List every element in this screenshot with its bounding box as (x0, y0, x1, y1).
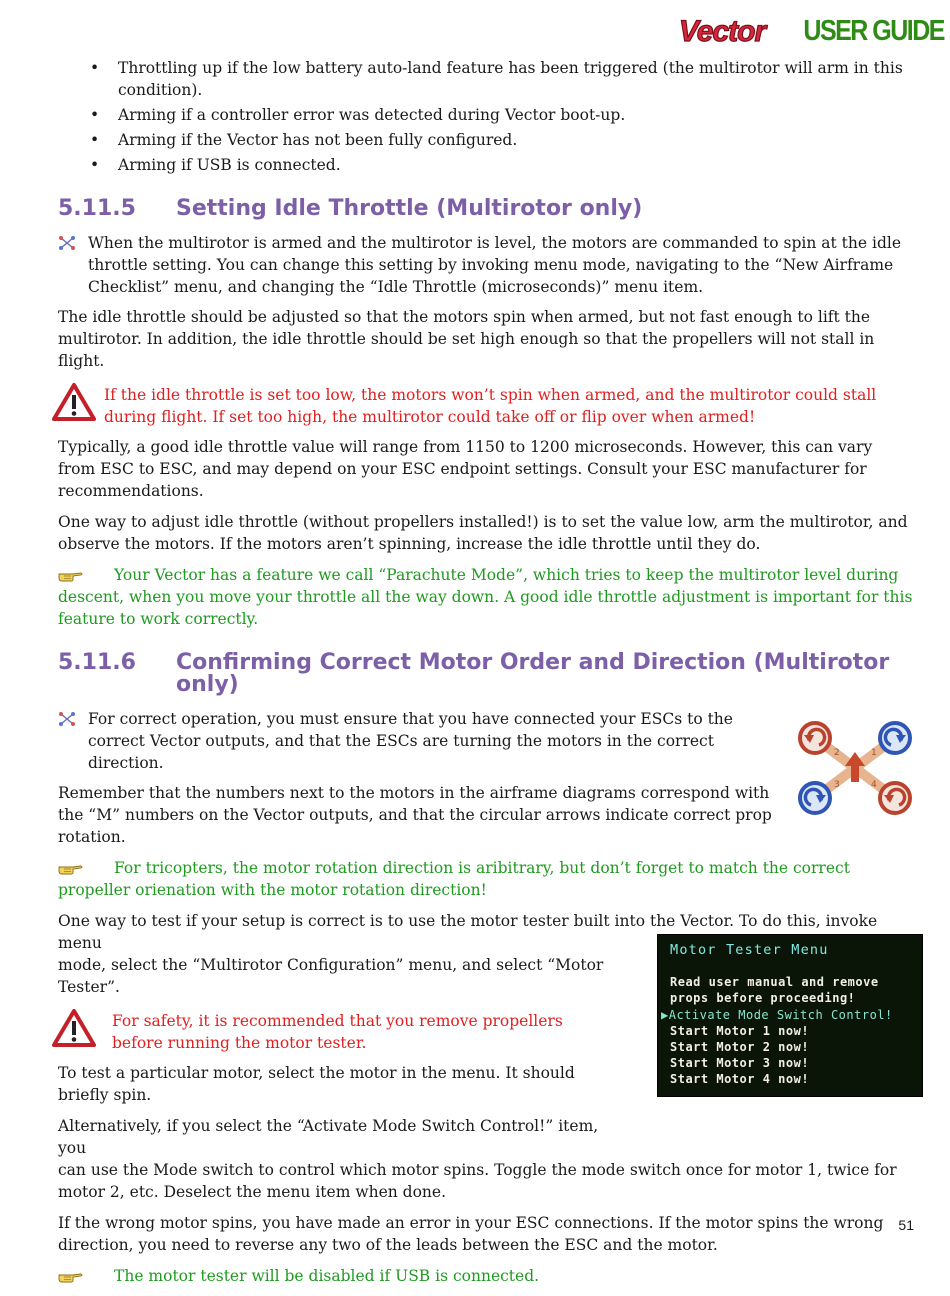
quad-x-icon (58, 712, 76, 726)
paragraph: To test a particular motor, select the motor in the menu. It should briefly spin. (58, 1064, 575, 1104)
paragraph: Typically, a good idle throttle value will range from 1150 to 1200 microseconds. However, this can vary from ESC to ESC, and may depend on your ESC endpoint settings. Consult your ESC manufacturer for recommendations. (58, 438, 873, 500)
section-title: Confirming Correct Motor Order and Direction (Multirotor only) (176, 650, 890, 697)
page-number: 51 (898, 1217, 914, 1233)
tip-block (58, 564, 913, 630)
bullet-list (58, 57, 913, 176)
paragraph: mode, select the “Multirotor Configuration” menu, and select “Motor Tester”. (58, 956, 604, 996)
warning-block (58, 384, 913, 428)
motor-tester-screen (657, 934, 923, 1097)
section-heading-5-11-6 (58, 652, 913, 696)
note-block (58, 708, 787, 774)
note-text: For correct operation, you must ensure that you have connected your ESCs to the correct Vector outputs, and that the ESCs are turning the motors in the correct direction. (88, 710, 733, 772)
logo-text: Vector (679, 15, 766, 48)
quad-x-icon (58, 236, 76, 250)
pointing-hand-icon (58, 863, 84, 875)
screen-motor-item: Start Motor 4 now! (670, 1072, 810, 1087)
header-title: USER GUIDE (803, 14, 944, 48)
note-text: When the multirotor is armed and the multirotor is level, the motors are commanded to spin at the idle throttle setting. You can change this setting by invoking menu mode, navigating to the “New Airframe Checklist” menu, and changing the “Idle Throttle (microseconds)” menu item. (88, 234, 902, 296)
quadcopter-diagram (797, 718, 913, 824)
warning-block (58, 1010, 618, 1054)
motor-order-row (58, 708, 913, 857)
tip-text: The motor tester will be disabled if USB is connected. (114, 1267, 540, 1285)
note-block (58, 232, 913, 298)
list-item: • Throttling up if the low battery auto-land feature has been triggered (the multirotor will arm in this condition). (118, 57, 913, 101)
list-item: • Arming if USB is connected. (118, 154, 913, 176)
screen-selected-item: ▶Activate Mode Switch Control! (661, 1007, 893, 1022)
tip-text: Your Vector has a feature we call “Parachute Mode”, which tries to keep the multirotor level during descent, when you move your throttle all the way down. A good idle throttle adjustment is important for this feature to work correctly. (58, 566, 913, 628)
section-number: 5.11.5 (58, 196, 136, 221)
motor-label: 1 (871, 748, 877, 758)
pointing-hand-icon (58, 1271, 84, 1283)
motor-label: 4 (871, 780, 877, 790)
screen-line: props before proceeding! (670, 991, 856, 1006)
paragraph: Alternatively, if you select the “Activate Mode Switch Control!” item, you (58, 1117, 599, 1157)
motor-cw-icon (880, 723, 910, 753)
paragraph: One way to test if your setup is correct is to use the motor tester built into the Vector. To do this, invoke menu (58, 912, 878, 952)
screen-motor-item: Start Motor 3 now! (670, 1056, 810, 1071)
screen-line: Read user manual and remove (670, 975, 879, 990)
warning-text: For safety, it is recommended that you remove propellers before running the motor tester. (112, 1012, 563, 1052)
pointing-hand-icon (58, 570, 84, 582)
warning-triangle-icon (52, 382, 96, 422)
motor-tester-section (58, 910, 913, 1203)
vector-logo-icon (661, 14, 783, 48)
section-title: Setting Idle Throttle (Multirotor only) (176, 196, 643, 221)
paragraph: can use the Mode switch to control which motor spins. Toggle the mode switch once for motor 1, twice for motor 2, etc. Deselect the menu item when done. (58, 1161, 897, 1201)
motor-label: 2 (834, 748, 840, 758)
screen-title: Motor Tester Menu (670, 942, 829, 958)
paragraph: If the wrong motor spins, you have made an error in your ESC connections. If the motor spins the wrong direction, you need to reverse any two of the leads between the ESC and the motor. (58, 1214, 884, 1254)
list-item: • Arming if a controller error was detected during Vector boot-up. (118, 104, 913, 126)
page-content (58, 57, 913, 1296)
motor-ccw-icon (800, 723, 830, 753)
quadcopter-icon (797, 718, 913, 818)
tip-block (58, 857, 913, 901)
paragraph: The idle throttle should be adjusted so that the motors spin when armed, but not fast enough to lift the multirotor. In addition, the idle throttle should be set high enough so that the propellers will not stall in flight. (58, 308, 875, 370)
motor-label: 3 (834, 780, 840, 790)
motor-order-text (58, 708, 787, 857)
warning-triangle-icon (52, 1008, 96, 1048)
list-item: • Arming if the Vector has not been fully configured. (118, 129, 913, 151)
warning-text: If the idle throttle is set too low, the motors won’t spin when armed, and the multirotor could stall during flight. If set too high, the multirotor could take off or flip over when armed! (104, 386, 877, 426)
tip-block (58, 1265, 913, 1287)
screen-motor-item: Start Motor 1 now! (670, 1023, 810, 1038)
tip-text: For tricopters, the motor rotation direction is aribitrary, but don’t forget to match the correct propeller orienation with the motor rotation direction! (58, 859, 850, 899)
screen-motor-item: Start Motor 2 now! (670, 1040, 810, 1055)
paragraph: Remember that the numbers next to the motors in the airframe diagrams correspond with the “M” numbers on the Vector outputs, and that the circular arrows indicate correct prop rotation. (58, 784, 772, 846)
page-header (661, 14, 944, 48)
motor-cw-icon (800, 783, 830, 813)
motor-ccw-icon (880, 783, 910, 813)
paragraph: One way to adjust idle throttle (without propellers installed!) is to set the value low, arm the multirotor, and observe the motors. If the motors aren’t spinning, increase the idle throttle until they do. (58, 513, 908, 553)
section-number: 5.11.6 (58, 650, 136, 675)
section-heading-5-11-5 (58, 198, 913, 220)
